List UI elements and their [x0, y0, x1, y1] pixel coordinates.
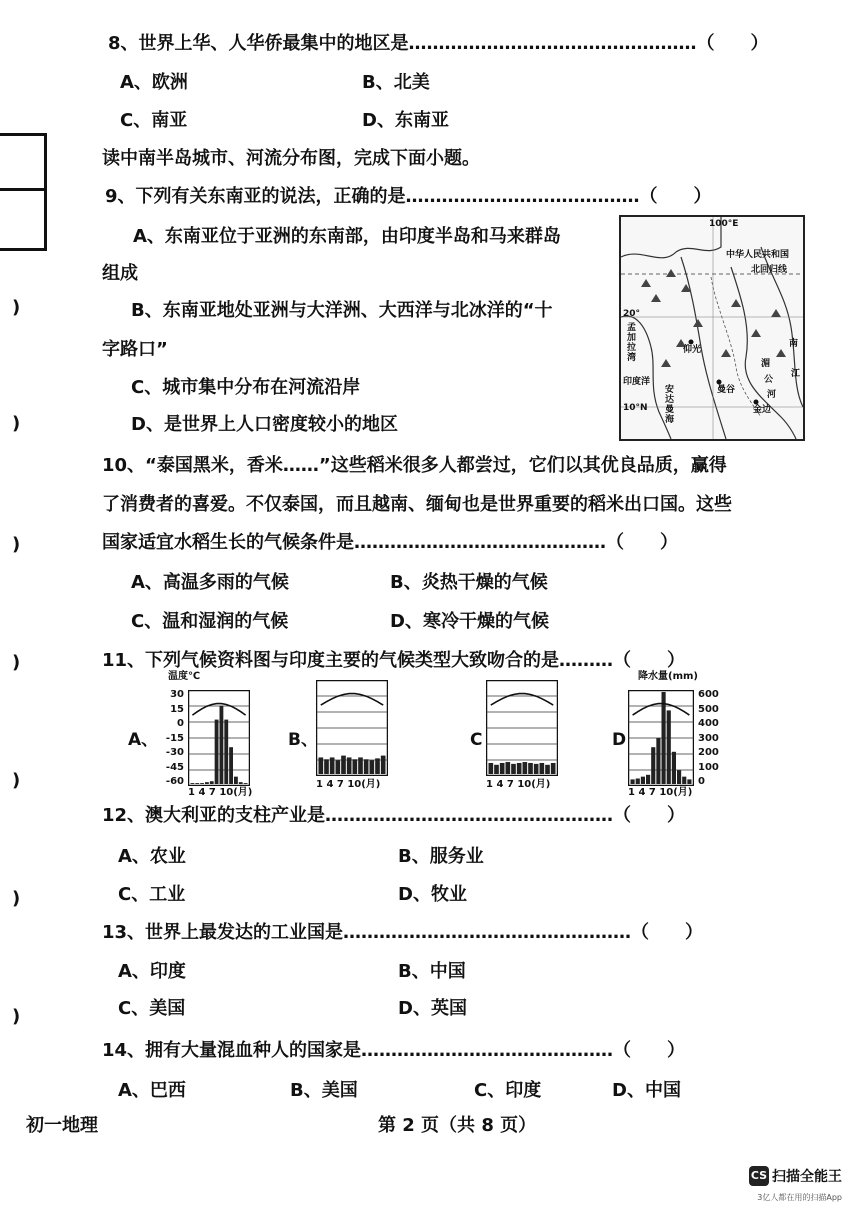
footer-page: 第 2 页（共 8 页） [378, 1115, 537, 1136]
footer-subject: 初一地理 [26, 1115, 98, 1136]
precip-bar [489, 763, 494, 774]
month-label: 1 4 7 10(月) [486, 779, 551, 790]
map-label-south: 南 [789, 339, 799, 349]
q11-option-b[interactable]: B、 [288, 730, 318, 750]
precip-bar [651, 747, 655, 784]
map-label-china: 中华人民共和国 [726, 250, 790, 260]
q9-option-a-cont: 组成 [102, 263, 138, 284]
q8-option-b[interactable]: B、北美 [362, 72, 430, 93]
precip-bar [636, 778, 640, 784]
precip-bar [205, 782, 209, 784]
precip-tick: 400 [698, 718, 719, 729]
map-label-mei: 湄 [761, 359, 771, 369]
q13-stem: 13、世界上最发达的工业国是…………………………………………（ ） [102, 922, 704, 943]
climate-chart-a [160, 672, 275, 802]
temp-tick: -30 [165, 747, 184, 758]
climate-chart-d [624, 672, 734, 802]
precip-bar [234, 777, 238, 784]
margin-mark: ) [12, 652, 21, 673]
precip-bar [631, 779, 635, 784]
map-label-phnom-penh: 金边 [753, 405, 772, 415]
precip-tick: 500 [698, 703, 719, 715]
margin-mark: ) [12, 413, 21, 434]
climate-chart-b [314, 680, 414, 800]
temp-axis-label: 温度℃ [168, 671, 201, 682]
q12-option-d[interactable]: D、牧业 [398, 884, 467, 905]
precip-bar [215, 720, 219, 784]
binding-box-divider [0, 188, 44, 191]
q10-stem-line2: 了消费者的喜爱。不仅泰国，而且越南、缅甸也是世界重要的稻米出口国。这些 [102, 494, 732, 515]
precip-bar [672, 752, 676, 784]
chart-a-plot [188, 690, 250, 786]
precip-bar [646, 775, 650, 784]
temp-tick: 15 [170, 703, 184, 715]
q9-option-c[interactable]: C、城市集中分布在河流沿岸 [131, 377, 361, 398]
precip-bar [381, 756, 386, 774]
precip-bar [523, 762, 528, 774]
month-label: 1 4 7 10(月) [628, 787, 693, 798]
q8-option-a[interactable]: A、欧洲 [120, 72, 188, 93]
q9-option-b[interactable]: B、东南亚地处亚洲与大洋洲、大西洋与北冰洋的“十 [131, 300, 553, 321]
chart-d-plot [628, 690, 694, 786]
margin-mark: ) [12, 534, 21, 555]
precip-tick: 600 [698, 689, 719, 700]
precip-bar [370, 760, 375, 774]
precip-tick: 100 [698, 761, 719, 773]
map-label-bay-of-bengal: 孟加拉湾 [627, 323, 637, 363]
precip-bar [511, 764, 516, 774]
precip-bar [667, 710, 671, 784]
q14-stem: 14、拥有大量混血种人的国家是……………………………………（ ） [102, 1040, 686, 1061]
map-label-andaman-sea: 安达曼海 [665, 385, 675, 425]
precip-bar [341, 756, 346, 774]
precip-bar [534, 764, 539, 774]
q13-option-a[interactable]: A、印度 [118, 961, 186, 982]
q9-option-d[interactable]: D、是世界上人口密度较小的地区 [131, 414, 398, 435]
margin-mark: ) [12, 297, 21, 318]
precip-bar [330, 757, 335, 774]
q11-option-c[interactable]: C [470, 730, 483, 750]
q9-option-b-cont: 字路口” [102, 339, 168, 360]
map-label-tropic: 北回归线 [751, 265, 788, 275]
precip-axis-label: 降水量(mm) [638, 671, 698, 682]
binding-box [0, 133, 47, 251]
chart-b-plot [316, 680, 388, 776]
q11-stem: 11、下列气候资料图与印度主要的气候类型大致吻合的是………（ ） [102, 650, 686, 671]
precip-bar [677, 770, 681, 784]
map-label-gong: 公 [764, 375, 774, 385]
precip-bar [551, 763, 556, 774]
month-label: 1 4 7 10(月) [188, 787, 253, 798]
temp-tick: -60 [165, 776, 184, 787]
scanner-name: 扫描全能王 [772, 1168, 842, 1185]
precip-bar [662, 692, 666, 784]
precip-bar [195, 783, 199, 784]
margin-mark: ) [12, 888, 21, 909]
precip-bar [200, 783, 204, 784]
q13-option-b[interactable]: B、中国 [398, 961, 466, 982]
temp-tick: -45 [165, 761, 184, 773]
precip-bar [336, 760, 341, 774]
q10-option-b[interactable]: B、炎热干燥的气候 [390, 572, 548, 593]
precip-bar [641, 777, 645, 784]
q14-option-d[interactable]: D、中国 [612, 1080, 681, 1101]
precip-bar [682, 777, 686, 784]
q11-option-d[interactable]: D [612, 730, 627, 750]
q12-stem: 12、澳大利亚的支柱产业是…………………………………………（ ） [102, 805, 686, 826]
precip-bar [687, 779, 691, 784]
q10-option-c[interactable]: C、温和湿润的气候 [131, 611, 289, 632]
q10-stem-line3: 国家适宜水稻生长的气候条件是……………………………………（ ） [102, 532, 678, 553]
temp-tick: 30 [170, 689, 184, 700]
chart-c-plot [486, 680, 558, 776]
temperature-curve [633, 704, 690, 716]
precip-bar [506, 762, 511, 774]
temp-tick: 0 [177, 718, 184, 729]
precip-bar [229, 747, 233, 784]
q10-option-a[interactable]: A、高温多雨的气候 [131, 572, 289, 593]
q12-option-a[interactable]: A、农业 [118, 846, 186, 867]
month-label: 1 4 7 10(月) [316, 779, 381, 790]
indochina-map [619, 215, 805, 441]
q10-stem-line1: 10、“泰国黑米，香米……”这些稻米很多人都尝过，它们以其优良品质，赢得 [102, 455, 727, 476]
precip-bar [517, 763, 522, 774]
map-label-jiang: 江 [791, 369, 801, 379]
precip-tick: 200 [698, 747, 719, 758]
map-intro: 读中南半岛城市、河流分布图，完成下面小题。 [102, 148, 480, 169]
q13-option-d[interactable]: D、英国 [398, 998, 467, 1019]
cs-logo-icon: CS [749, 1166, 769, 1186]
precip-tick: 0 [698, 776, 705, 787]
map-label-lat-10: 10°N [623, 403, 648, 413]
margin-mark: ) [12, 770, 21, 791]
temperature-curve [192, 704, 245, 716]
q9-option-a[interactable]: A、东南亚位于亚洲的东南部，由印度半岛和马来群岛 [133, 226, 561, 247]
map-label-yangon: 仰光 [683, 345, 702, 355]
q10-option-d[interactable]: D、寒冷干燥的气候 [390, 611, 549, 632]
precip-bar [364, 759, 369, 774]
climate-chart-c [484, 680, 584, 800]
map-label-bangkok: 曼谷 [717, 385, 736, 395]
q14-option-c[interactable]: C、印度 [474, 1080, 542, 1101]
precip-bar [500, 763, 505, 774]
precip-bar [239, 782, 243, 784]
q13-option-c[interactable]: C、美国 [118, 998, 186, 1019]
precip-bar [545, 765, 550, 774]
precip-bar [224, 720, 228, 784]
precip-bar [375, 758, 380, 774]
map-label-longitude: 100°E [709, 219, 739, 229]
margin-mark: ) [12, 1006, 21, 1027]
q11-option-a[interactable]: A、 [128, 730, 159, 750]
scanner-slogan: 3亿人都在用的扫描App [757, 1193, 842, 1202]
q14-option-b[interactable]: B、美国 [290, 1080, 358, 1101]
q8-option-c[interactable]: C、南亚 [120, 110, 188, 131]
precip-bar [210, 781, 214, 784]
q12-option-b[interactable]: B、服务业 [398, 846, 484, 867]
temperature-curve [321, 694, 383, 706]
map-label-he: 河 [767, 390, 777, 400]
map-label-lat-20: 20° [623, 309, 641, 319]
precip-bar [319, 757, 324, 774]
precip-bar [353, 759, 358, 774]
precip-bar [540, 763, 545, 774]
scanner-logo [749, 1165, 842, 1186]
q8-stem: 8、世界上华、人华侨最集中的地区是…………………………………………（ ） [108, 33, 769, 54]
precip-bar [347, 757, 352, 774]
precip-bar [528, 763, 533, 774]
map-label-indian-ocean: 印度洋 [623, 377, 651, 387]
precip-tick: 300 [698, 732, 719, 744]
precip-bar [244, 783, 248, 784]
temp-tick: -15 [165, 732, 184, 744]
q12-option-c[interactable]: C、工业 [118, 884, 186, 905]
precip-bar [358, 757, 363, 774]
precip-bar [220, 706, 224, 784]
precip-bar [656, 738, 660, 784]
precip-bar [324, 759, 329, 774]
q9-stem: 9、下列有关东南亚的说法，正确的是…………………………………（ ） [105, 186, 712, 207]
q8-option-d[interactable]: D、东南亚 [362, 110, 449, 131]
q14-option-a[interactable]: A、巴西 [118, 1080, 186, 1101]
precip-bar [191, 783, 195, 784]
precip-bar [494, 765, 499, 774]
temperature-curve [491, 694, 553, 706]
